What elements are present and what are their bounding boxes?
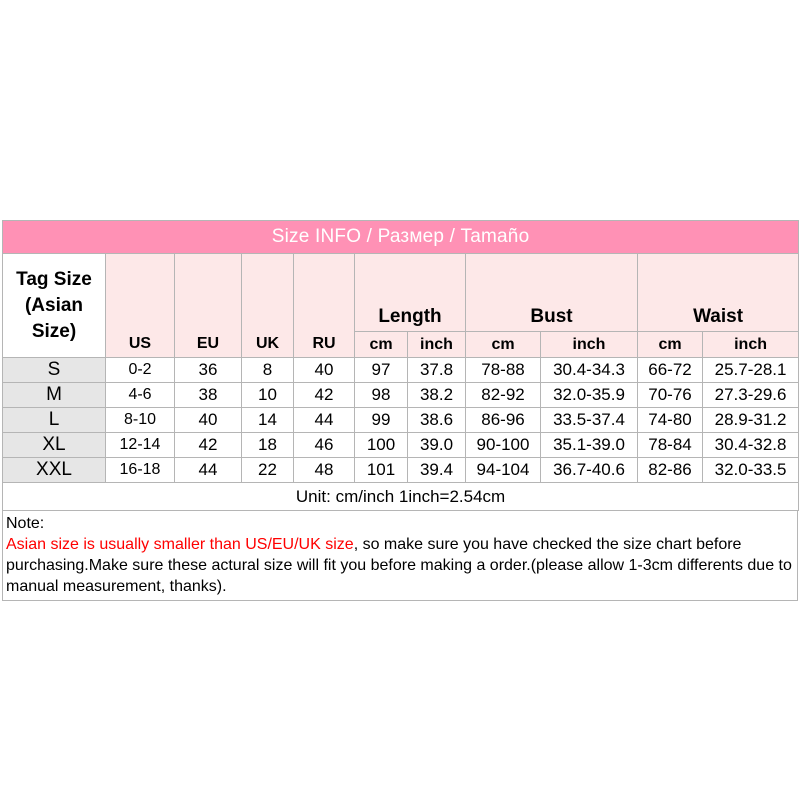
bust-cm-cell: 78-88 — [466, 358, 541, 383]
uk-cell: 22 — [242, 458, 294, 483]
note-box — [2, 511, 798, 601]
tag-cell: XL — [3, 433, 106, 458]
us-cell: 4-6 — [106, 383, 175, 408]
chart-title: Size INFO / Размер / Tamaño — [3, 221, 799, 254]
bust-cm-cell: 86-96 — [466, 408, 541, 433]
length-cm-cell: 100 — [355, 433, 408, 458]
bust-inch-cell: 36.7-40.6 — [541, 458, 638, 483]
us-header: US — [106, 254, 175, 358]
ru-cell: 40 — [294, 358, 355, 383]
tag-cell: S — [3, 358, 106, 383]
us-cell: 8-10 — [106, 408, 175, 433]
eu-header: EU — [175, 254, 242, 358]
bust-cm-cell: 82-92 — [466, 383, 541, 408]
table-row — [3, 358, 799, 383]
note-warning: Asian size is usually smaller than US/EU/UK size — [6, 536, 354, 553]
length-cm-cell: 99 — [355, 408, 408, 433]
uk-header: UK — [242, 254, 294, 358]
uk-cell: 8 — [242, 358, 294, 383]
bust-cm-cell: 94-104 — [466, 458, 541, 483]
length-inch-cell: 39.4 — [408, 458, 466, 483]
length-header: Length — [355, 254, 466, 332]
ru-header: RU — [294, 254, 355, 358]
ru-cell: 44 — [294, 408, 355, 433]
note-label: Note: — [6, 515, 45, 532]
waist-cm-cell: 74-80 — [638, 408, 703, 433]
waist-cm-cell: 66-72 — [638, 358, 703, 383]
length-cm-cell: 97 — [355, 358, 408, 383]
table-row — [3, 408, 799, 433]
uk-cell: 18 — [242, 433, 294, 458]
tag-size-header-line2: (Asian — [24, 294, 84, 316]
uk-cell: 14 — [242, 408, 294, 433]
waist-cm-cell: 82-86 — [638, 458, 703, 483]
tag-cell: M — [3, 383, 106, 408]
waist-cm-cell: 70-76 — [638, 383, 703, 408]
ru-cell: 46 — [294, 433, 355, 458]
us-cell: 12-14 — [106, 433, 175, 458]
bust-inch-cell: 33.5-37.4 — [541, 408, 638, 433]
tag-size-header-line3: Size) — [31, 320, 77, 342]
bust-inch-header: inch — [541, 332, 638, 358]
bust-cm-cell: 90-100 — [466, 433, 541, 458]
tag-cell: XXL — [3, 458, 106, 483]
bust-inch-cell: 35.1-39.0 — [541, 433, 638, 458]
waist-inch-cell: 25.7-28.1 — [703, 358, 799, 383]
eu-cell: 44 — [175, 458, 242, 483]
waist-inch-header: inch — [703, 332, 799, 358]
table-row — [3, 458, 799, 483]
note-body — [6, 534, 795, 597]
bust-header: Bust — [466, 254, 638, 332]
length-cm-cell: 98 — [355, 383, 408, 408]
waist-inch-cell: 27.3-29.6 — [703, 383, 799, 408]
length-inch-header: inch — [408, 332, 466, 358]
tag-size-header — [3, 254, 106, 358]
tag-size-header-line1: Tag Size — [16, 268, 92, 290]
waist-inch-cell: 32.0-33.5 — [703, 458, 799, 483]
size-chart — [2, 220, 798, 601]
waist-cm-cell: 78-84 — [638, 433, 703, 458]
eu-cell: 38 — [175, 383, 242, 408]
uk-cell: 10 — [242, 383, 294, 408]
bust-inch-cell: 30.4-34.3 — [541, 358, 638, 383]
tag-cell: L — [3, 408, 106, 433]
table-row — [3, 383, 799, 408]
length-cm-header: cm — [355, 332, 408, 358]
waist-inch-cell: 30.4-32.8 — [703, 433, 799, 458]
eu-cell: 42 — [175, 433, 242, 458]
waist-cm-header: cm — [638, 332, 703, 358]
length-cm-cell: 101 — [355, 458, 408, 483]
waist-header: Waist — [638, 254, 799, 332]
length-inch-cell: 39.0 — [408, 433, 466, 458]
size-table — [2, 220, 799, 511]
length-inch-cell: 38.6 — [408, 408, 466, 433]
note-text: , so make sure you have checked the size chart before purchasing.Make sure these actural size will fit you before making a order.(please allow 1-3cm differents due to manual measurement, thanks). — [6, 536, 792, 595]
length-inch-cell: 37.8 — [408, 358, 466, 383]
ru-cell: 42 — [294, 383, 355, 408]
eu-cell: 40 — [175, 408, 242, 433]
table-row — [3, 433, 799, 458]
bust-cm-header: cm — [466, 332, 541, 358]
waist-inch-cell: 28.9-31.2 — [703, 408, 799, 433]
eu-cell: 36 — [175, 358, 242, 383]
length-inch-cell: 38.2 — [408, 383, 466, 408]
us-cell: 0-2 — [106, 358, 175, 383]
us-cell: 16-18 — [106, 458, 175, 483]
unit-note: Unit: cm/inch 1inch=2.54cm — [3, 483, 799, 511]
bust-inch-cell: 32.0-35.9 — [541, 383, 638, 408]
ru-cell: 48 — [294, 458, 355, 483]
